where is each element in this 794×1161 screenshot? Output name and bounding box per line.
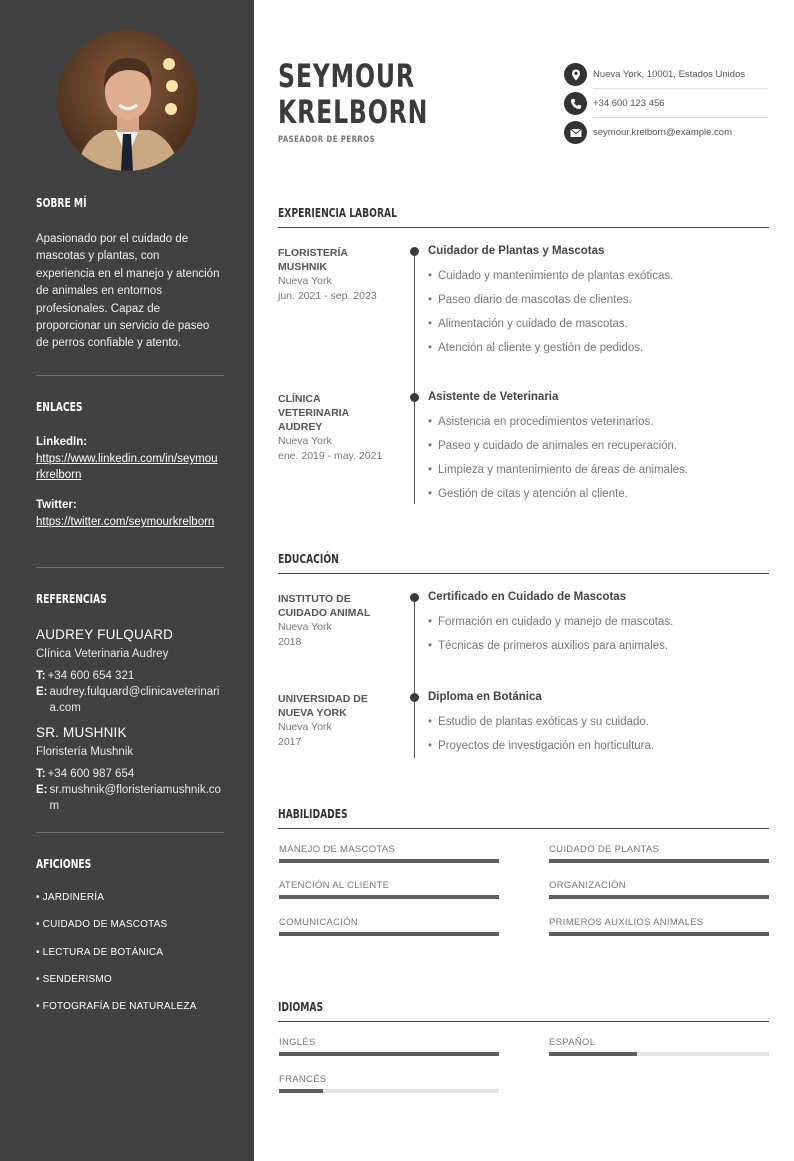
- twitter-link[interactable]: https://twitter.com/seymourkrelborn: [36, 516, 215, 529]
- location-text: Nueva York, 10001, Estados Unidos: [593, 69, 746, 80]
- about-text: Apasionado por el cuidado de mascotas y plantas, con experiencia en el manejo y atención de animales en entornos profesionales. Capaz de proporcionar un servicio de paseo de perros confiable y atento.: [36, 233, 220, 350]
- list-item: • Alimentación y cuidado de mascotas.: [428, 312, 768, 336]
- experience-org: [278, 392, 398, 463]
- divider: [36, 567, 224, 568]
- list-item: • Paseo y cuidado de animales en recuperación.: [428, 434, 768, 458]
- references-heading: REFERENCIAS: [36, 592, 107, 606]
- skill-bar: [549, 932, 769, 936]
- divider: [36, 832, 224, 833]
- list-item: • Paseo diario de mascotas de clientes.: [428, 288, 768, 312]
- reference-item: [36, 626, 222, 716]
- org-dates: ene. 2019 - may. 2021: [278, 450, 383, 462]
- skill-bar: [279, 859, 499, 863]
- reference-org: Clínica Veterinaria Audrey: [36, 648, 169, 661]
- link-label: Twitter:: [36, 499, 77, 511]
- org-dates: jun. 2021 - sep. 2023: [278, 290, 377, 302]
- timeline-dot: [410, 393, 419, 402]
- org-dates: 2017: [278, 736, 302, 748]
- education-heading: EDUCACIÓN: [278, 552, 339, 566]
- experience-org: [278, 246, 398, 303]
- education-org: [278, 592, 398, 649]
- hobby-item: • LECTURA DE BOTÁNICA: [36, 947, 164, 958]
- language-name: INGLÉS: [279, 1037, 316, 1048]
- timeline-line: [414, 252, 415, 504]
- location-pin-icon: [564, 63, 587, 86]
- skills-heading: HABILIDADES: [278, 807, 348, 821]
- contact-email: [564, 118, 768, 147]
- about-heading: SOBRE MÍ: [36, 196, 87, 210]
- skill-bar-fill: [549, 859, 769, 863]
- org-location: Nueva York: [278, 721, 332, 733]
- job-title: PASEADOR DE PERROS: [278, 135, 376, 145]
- list-item: • Proyectos de investigación en horticultura.: [428, 734, 768, 758]
- email-text[interactable]: seymour.krelborn@example.com: [593, 127, 733, 138]
- hobby-item: • FOTOGRAFÍA DE NATURALEZA: [36, 1001, 197, 1012]
- org-name: INSTITUTO DE CUIDADO ANIMAL: [278, 593, 371, 619]
- email-icon: [564, 121, 587, 144]
- timeline-dot: [410, 593, 419, 602]
- language-bar-fill: [549, 1052, 637, 1056]
- language-item: [279, 1074, 499, 1093]
- degree-title: Certificado en Cuidado de Mascotas: [428, 591, 627, 603]
- language-bar-fill: [279, 1052, 499, 1056]
- divider: [36, 375, 224, 376]
- timeline-dot: [410, 247, 419, 256]
- links-heading: ENLACES: [36, 400, 83, 414]
- section-rule: [278, 573, 769, 574]
- language-name: ESPAÑOL: [549, 1037, 596, 1048]
- language-bar: [279, 1089, 499, 1093]
- org-dates: 2018: [278, 636, 302, 648]
- phone-icon: [564, 92, 587, 115]
- skill-name: ATENCIÓN AL CLIENTE: [279, 880, 390, 891]
- education-entry: [428, 691, 768, 758]
- skill-item: [279, 917, 499, 936]
- hobbies-heading: AFICIONES: [36, 857, 92, 871]
- skill-bar: [279, 932, 499, 936]
- list-item: • Asistencia en procedimientos veterinarios.: [428, 410, 768, 434]
- role-title: Cuidador de Plantas y Mascotas: [428, 245, 605, 257]
- language-name: FRANCÉS: [279, 1074, 327, 1085]
- skill-bar-fill: [279, 895, 499, 899]
- reference-email: E: audrey.fulquard@clinicaveterinaria.com: [36, 685, 220, 714]
- skill-bar: [279, 895, 499, 899]
- contact-phone: [564, 89, 768, 118]
- contact-location: [564, 60, 768, 89]
- skill-item: [279, 880, 499, 899]
- languages-heading: IDIOMAS: [278, 1000, 324, 1014]
- org-name: FLORISTERÍA MUSHNIK: [278, 247, 348, 273]
- reference-phone: T: +34 600 654 321: [36, 669, 135, 682]
- list-item: • Cuidado y mantenimiento de plantas exóticas.: [428, 264, 768, 288]
- timeline-line: [414, 598, 415, 758]
- link-label: LinkedIn:: [36, 436, 88, 448]
- skill-name: COMUNICACIÓN: [279, 917, 359, 928]
- hobby-item: • CUIDADO DE MASCOTAS: [36, 919, 168, 930]
- avatar: [57, 30, 198, 171]
- skill-bar-fill: [279, 859, 499, 863]
- timeline-dot: [410, 693, 419, 702]
- person-name: [278, 58, 428, 130]
- link-linkedin: [36, 434, 220, 483]
- reference-phone: T: +34 600 987 654: [36, 767, 135, 780]
- reference-name: SR. MUSHNIK: [36, 725, 127, 740]
- section-rule: [278, 1021, 769, 1022]
- org-location: Nueva York: [278, 275, 332, 287]
- list-item: • Gestión de citas y atención al cliente.: [428, 482, 768, 506]
- list-item: • Técnicas de primeros auxilios para animales.: [428, 634, 768, 658]
- skill-name: CUIDADO DE PLANTAS: [549, 844, 660, 855]
- first-name: SEYMOUR: [278, 57, 415, 95]
- experience-heading: EXPERIENCIA LABORAL: [278, 206, 397, 220]
- skill-item: [549, 917, 769, 936]
- skill-item: [549, 880, 769, 899]
- org-location: Nueva York: [278, 621, 332, 633]
- sidebar: [0, 0, 254, 1161]
- org-name: CLÍNICA VETERINARIA AUDREY: [278, 393, 349, 433]
- skill-item: [549, 844, 769, 863]
- hobby-item: • JARDINERÍA: [36, 892, 105, 903]
- language-bar: [279, 1052, 499, 1056]
- org-name: UNIVERSIDAD DE NUEVA YORK: [278, 693, 368, 719]
- language-item: [549, 1037, 769, 1056]
- section-rule: [278, 828, 769, 829]
- language-bar-fill: [279, 1089, 323, 1093]
- list-item: • Estudio de plantas exóticas y su cuidado.: [428, 710, 768, 734]
- phone-text: +34 600 123 456: [593, 98, 665, 109]
- list-item: • Limpieza y mantenimiento de áreas de animales.: [428, 458, 768, 482]
- skill-name: ORGANIZACIÓN: [549, 880, 626, 891]
- skill-item: [279, 844, 499, 863]
- skill-name: PRIMEROS AUXILIOS ANIMALES: [549, 917, 704, 928]
- reference-name: AUDREY FULQUARD: [36, 627, 174, 642]
- list-item: • Atención al cliente y gestión de pedidos.: [428, 336, 768, 360]
- linkedin-link[interactable]: https://www.linkedin.com/in/seymourkrelborn: [36, 453, 218, 482]
- section-rule: [278, 227, 769, 228]
- skill-bar: [549, 895, 769, 899]
- link-twitter: [36, 497, 220, 530]
- experience-entry: [428, 245, 768, 360]
- list-item: • Formación en cuidado y manejo de mascotas.: [428, 610, 768, 634]
- last-name: KRELBORN: [278, 93, 429, 131]
- skill-bar-fill: [279, 932, 499, 936]
- hobby-item: • SENDERISMO: [36, 974, 112, 985]
- education-org: [278, 692, 398, 749]
- reference-email: E: sr.mushnik@floristeriamushnik.com: [36, 783, 221, 812]
- skill-name: MANEJO DE MASCOTAS: [279, 844, 396, 855]
- reference-org: Floristería Mushnik: [36, 746, 134, 759]
- role-title: Asistente de Veterinaria: [428, 391, 559, 403]
- language-bar: [549, 1052, 769, 1056]
- skill-bar: [549, 859, 769, 863]
- org-location: Nueva York: [278, 435, 332, 447]
- language-item: [279, 1037, 499, 1056]
- degree-title: Diploma en Botánica: [428, 691, 542, 703]
- skill-bar-fill: [549, 895, 769, 899]
- reference-item: [36, 724, 222, 814]
- skill-bar-fill: [549, 932, 769, 936]
- education-entry: [428, 591, 768, 658]
- experience-entry: [428, 391, 768, 506]
